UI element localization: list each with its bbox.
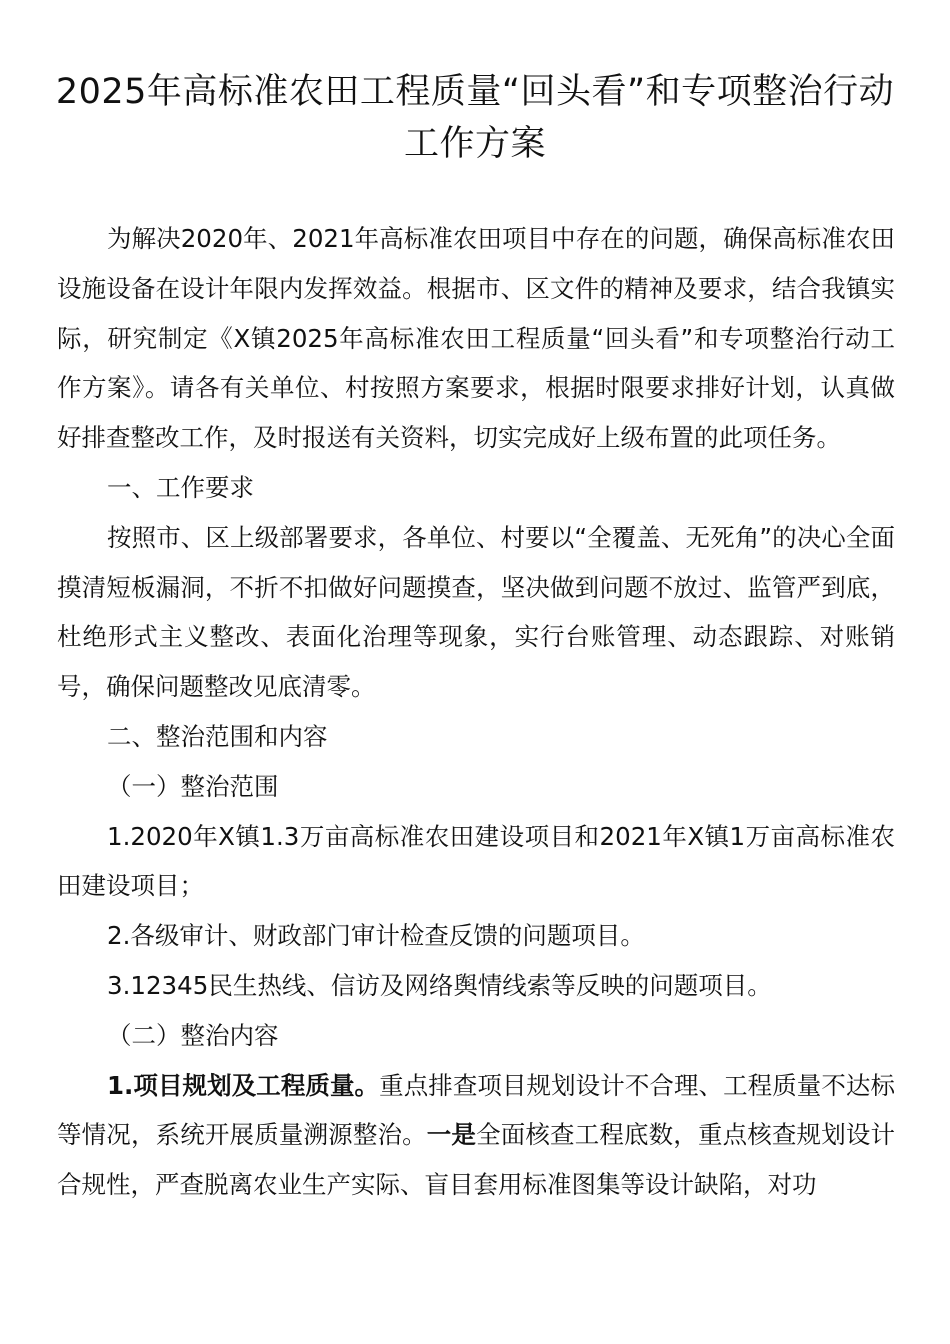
scope-item-3: 3.12345民生热线、信访及网络舆情线索等反映的问题项目。 (107, 970, 772, 1000)
scope-item-2: 2.各级审计、财政部门审计检查反馈的问题项目。 (107, 921, 645, 951)
content-item-1-lead: 1.项目规划及工程质量。 (107, 1070, 380, 1100)
content-item-1-continuation: 全面核查工程底数，重点核查规划设计合规性，严查脱离农业生产实际、盲目套用标准图集等设计缺陷，对功 (57, 1120, 896, 1200)
content-item-1-text: 重点排查项目规划设计不合理、工程质量不达标等情况，系统开展质量溯源整治。 (57, 1070, 896, 1150)
content-item-1-emphasis: 一是 (426, 1120, 477, 1150)
section2-sub1-heading: （一）整治范围 (107, 771, 279, 801)
section1-heading: 一、工作要求 (107, 472, 254, 502)
document-title: 2025年高标准农田工程质量“回头看”和专项整治行动工作方案 (55, 72, 895, 164)
intro-paragraph: 为解决2020年、2021年高标准农田项目中存在的问题，确保高标准农田设施设备在设计年限内发挥效益。根据市、区文件的精神及要求，结合我镇实际，研究制定《X镇2025年高标准农田工程质量“回头看”和专项整治行动工作方案》。请各有关单位、村按照方案要求，根据时限要求排好计划，认真做好排查整改工作，及时报送有关资料，切实完成好上级布置的此项任务。 (57, 224, 895, 453)
section2-heading: 二、整治范围和内容 (107, 721, 328, 751)
section2-sub2-heading: （二）整治内容 (107, 1020, 279, 1050)
scope-item-1: 1.2020年X镇1.3万亩高标准农田建设项目和2021年X镇1万亩高标准农田建设项目； (57, 821, 895, 901)
section1-paragraph: 按照市、区上级部署要求，各单位、村要以“全覆盖、无死角”的决心全面摸清短板漏洞，不折不扣做好问题摸查，坚决做到问题不放过、监管严到底，杜绝形式主义整改、表面化治理等现象，实行台账管理、动态跟踪、对账销号，确保问题整改见底清零。 (57, 522, 895, 702)
content-item-1 (57, 1061, 895, 1210)
document-body (57, 214, 895, 1210)
